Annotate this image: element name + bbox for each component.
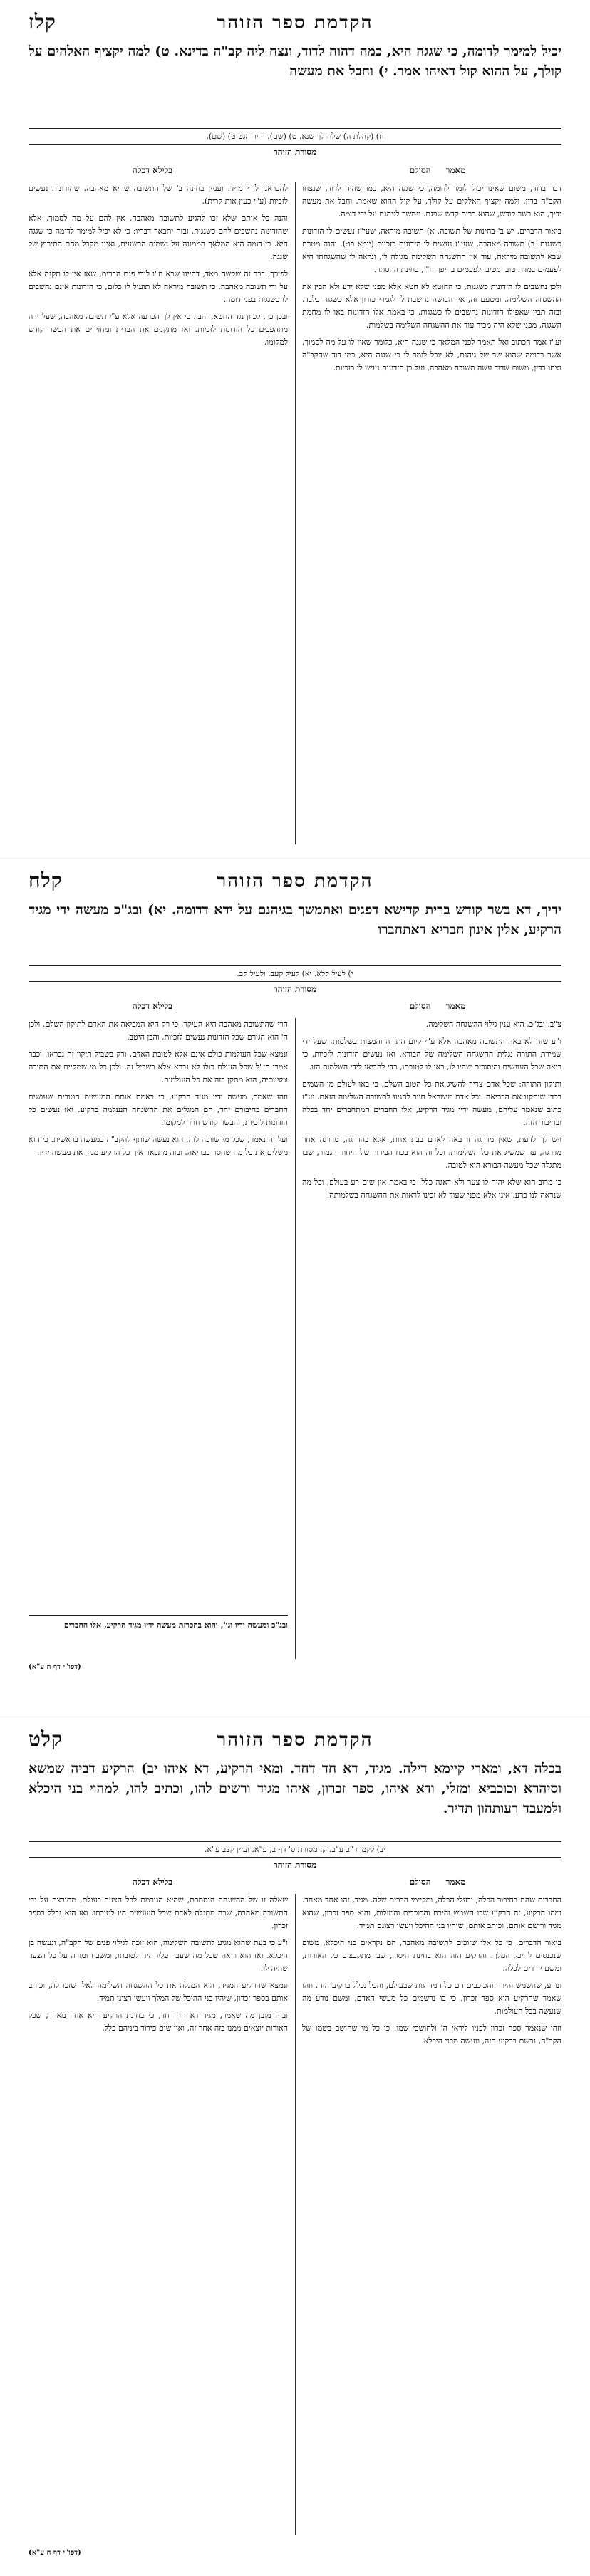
paragraph: ביאור הדברים. יש ב' בחינות של תשובה. א) תשובה מיראה, שעי"ז נעשים לו הזדונות כשגגות. ב) תשובה מאהבה, שעי"ז נעשים לו הזדונות כזכיות (יומא פו:). והנה מטרם שבא לתשובה מיראה, עוד אין ההשגחה השלימה מגולה לו, ונראה לו שהשגחתו היא לפעמים במדת טוב ומטיב ולפעמים בהיפך ח"ו, בחינת ההסתר. <box>302 226 561 274</box>
sulam-column-right <box>302 182 561 844</box>
paragraph: ועל זה נאמר, שכל מי שזוכה לזה, הוא נעשה שותף להקב"ה במעשה בראשית. כי הוא משלים את כל מה שחסר בבריאה. ובזה מתבאר איך כל הרקיע מגיד את מעשה ידיו. <box>29 1135 288 1157</box>
paragraph: להבראנו לידי מזיד. ועניין בחינה ב' של התשובה שהיא מאהבה. שהזדונות נעשים לזכיות (ע"י כעין אות קרית). <box>29 184 288 206</box>
masores-label: מסורת הזוהר <box>273 147 317 157</box>
paragraph: ו"ע שזה לא באה התשובה מאהבה אלא ע"י קיום התורה והמצות בשלמות, שעל ידי שמירת התורה נגלית ההשגחה השלימה של הבורא. ואז נעשים הזדונות לזכיות, כי רואה שכל העונשים והיסורים שהיו לו, באו לו לטובתו, כדי להביאו לידי השלמות הזו. <box>302 1037 561 1072</box>
page-2 <box>0 859 590 1717</box>
paragraph: ונודע, שהשמש והירח והכוכבים הם כל המדרגות שבעולם, והכל נכלל ברקיע הזה. וזהו שאמר שהרקיע הוא ספר זכרון, כי בו נרשמים כל מעשי האדם, ומשם נודע מה שנעשה בכל העולמות. <box>302 1981 561 2016</box>
column-left-heading <box>29 1001 276 1012</box>
paragraph: ובזה מובן מה שאמר, מגיד דא חד דחד, כי בחינת הרקיע היא אחד מאחד, שכל האורות יוצאים ממנו בזה אחר זה, ואין שום פירוד ביניהם כלל. <box>29 2011 288 2033</box>
page-title: הקדמת ספר הזוהר <box>217 871 373 892</box>
page-3 <box>0 1717 590 2576</box>
source-note: יב) לקמן ר"ב ע"ב. ק. מסורת ס' דף ב, ע"א. ועיין קצב ע"א. <box>204 1845 386 1854</box>
sulam-column-left <box>29 1018 288 1609</box>
page-number: קלז <box>29 10 56 33</box>
paragraph: ובכן כך, לכוון נגד החטא, והבן. כי אין לך הכרעה אלא ע"י תשובה מאהבה, שעל ידה מתהפכים כל הזדונות לזכיות. ואז מתקנים את הברית ומחזירים את הבשר קודש למקומו. <box>29 312 288 347</box>
paragraph: החברים שהם בחיבור הכלה, ובעלי הכלה, ומקיימי הברית שלה. מגיד, זהו אחד מאחד. ומהו הרקיע, זה הרקיע שבו השמש והירח והכוכבים והמזלות, והוא ספר זכרון, שהוא מגיד ורושם אותם, וכותב אותם, שיהיו בני ההיכל ויעשו רצונם תמיד. <box>302 1895 561 1930</box>
column-divider <box>295 1018 296 1659</box>
paragraph: ביאור הדברים. כי כל אלו שזוכים לתשובה מאהבה, הם נקראים בני היכלא, משום שנכנסים להיכל המלך. והרקיע הזה הוא בחינת היסוד, שבו מתקבצים כל האורות, ומשם יורדים לכלה. <box>302 1938 561 1973</box>
page-number: קלח <box>29 869 63 892</box>
divider-line <box>29 1857 561 1858</box>
sulam-column-right <box>302 1018 561 1659</box>
paragraph: כי מרוב הוא שלא יהיה לו צער ולא דאגה כלל. כי באמת אין שום רע בעולם, וכל מה שנראה לנו כרע, אינו אלא מפני שעוד לא זכינו לראות את ההשגחה בשלמותה. <box>302 1178 561 1200</box>
column-left-heading <box>29 1877 276 1888</box>
paragraph: וזהו שאמר, מעשה ידיו מגיד הרקיע, כי באמת אותם המעשים הטובים שעושים החברים בחיבורם יחד, הם המגלים את ההשגחה הנעלמה ברקיע. ואז נעשים כל הזדונות לזכיות, והבשר קודש חוזר למקומו. <box>29 1092 288 1127</box>
column-right-heading <box>314 1877 561 1888</box>
paragraph: הרי שהתשובה מאהבה היא העיקר, כי רק היא המביאה את האדם לתיקון השלם. ולכן ה' הוא הגורם שכל הזדונות נעשים לזכיות, והבן היטב. <box>29 1020 288 1042</box>
divider-line <box>29 144 561 145</box>
divider-line <box>29 981 561 982</box>
biur-label: בלילא דכלה <box>132 165 173 175</box>
paragraph: ולכן נחשבים לו הזדונות כשגגות, כי החוטא לא חטא אלא מפני שלא ידע ולא הבין את ההשגחה השלימה. ומטעם זה, אין הבושה נחשבת לו לגמרי כזדון אלא כשגגה בלבד. ובזה תבין שאפילו הזדונות נחשבים לו כשגגות, כי באמת אלו הזדונות באו לו מחמת השגגה, מפני שלא היה מכיר עוד את ההשגחה השלימה בשלמות. <box>302 282 561 330</box>
paragraph: שאלה זו של ההשגחה הנסתרת, שהיא הגורמת לכל הצער בעולם, מתורצת על ידי התשובה מאהבה, שבה מתגלה לאדם שכל העונשים היו לטובתו. ואז הוא נכלל בספר זכרון. <box>29 1895 288 1930</box>
page-number: קלט <box>29 1727 63 1751</box>
divider-line <box>29 1615 288 1616</box>
sulam-label: הסולם <box>409 1001 431 1011</box>
column-right-heading <box>314 1001 561 1012</box>
source-note: ח) (קהלת ה) שלח לך שנא. ט) (שם). יהיר הגט ט) (שם). <box>206 132 384 141</box>
divider-line <box>29 1841 561 1842</box>
paragraph: והנה כל אותם שלא זכו להגיע לתשובה מאהבה, אין להם על מה לסמוך, אלא שהזדונות נחשבים להם כשגגות. ובזה יתבאר דבריו: כי לא יכיל למימר לדומה כי שגגה היא. כי דומה הוא המלאך הממונה על נשמות הרשעים, ואינו מקבל מהם התירוץ של שגגה. <box>29 214 288 261</box>
masores-label: מסורת הזוהר <box>273 1860 317 1870</box>
page-title: הקדמת ספר הזוהר <box>217 12 373 33</box>
sulam-column-left <box>29 182 288 844</box>
maamar-label: מאמר <box>445 165 466 175</box>
biur-label: בלילא דכלה <box>132 1877 173 1887</box>
page-header <box>29 10 561 36</box>
column-divider <box>295 182 296 844</box>
page-header <box>29 869 561 894</box>
paragraph: ונמצא שכל העולמות כולם אינם אלא לטובת האדם, ורק בשביל תיקון זה נבראו. וכבר אמרו חז"ל שכל העולם כולו לא נברא אלא בשביל זה. ולכן כל מי שמקיים את התורה ומצוותיה, הוא מתקן בזה את כל העולמות. <box>29 1049 288 1084</box>
zohar-main-text: ידיך, דא בשר קודש ברית קדישא דפגים ואתמשך בגיהנם על ידא דדומה. יא) ובג"כ מעשה ידי מגיד הרקיע, אלין אינון חבריא דאתחברו <box>29 902 561 938</box>
zohar-main-text: בכלה דא, ומארי קיימא דילה. מגיד, דא חד דחד. ומאי הרקיע, דא איהו יב) הרקיע דביה שמשא וסיהרא וכוכביא ומזלי, ודא איהו, ספר זכרון, איהו מגיד ורשים להו, וכתיב להו, למהוי בני היכלא ולמעבד רעותהון תדיר. <box>29 1761 561 1816</box>
masores-label: מסורת הזוהר <box>273 984 317 994</box>
sulam-label: הסולם <box>409 165 431 175</box>
column-left-heading <box>29 165 276 176</box>
zohar-main-text: יכיל למימר לדומה, כי שגגה היא, כמה דהוה לדוד, ונצח ליה קב"ה בדינא. ט) למה יקציף האלהים על קולך, על ההוא קול דאיהו אמר. י) וחבל את מעשה <box>29 43 561 79</box>
maamar-label: מאמר <box>445 1877 466 1887</box>
paragraph: דבר בדוד, משום שאינו יכול לומר לדומה, כי שגגה היא, כמו שהיה לדוד, שנצחו הקב"ה בדין. ולמה יקציף האלקים על קולך, על קול ההוא שאמר. וחבל את מעשה ידיך, הוא בשר קודש, שהוא ברית קדש שפגם. ונמשך לגיהנם על ידי דומה. <box>302 184 561 219</box>
column-divider <box>295 1894 296 2535</box>
maamar-label: מאמר <box>445 1001 466 1011</box>
paragraph: ו"ע כי בעת שהוא מגיע לתשובה השלימה, הוא זוכה לגילוי פנים של הקב"ה, ונעשה בן היכלא. ואז הוא רואה שכל מה שעבר עליו היה לטובתו, ומשבח ומודה על כל הצער שהיה לו. <box>29 1938 288 1973</box>
paragraph: וזהו שנאמר ספר זכרון לפניו ליראי ה' ולחושבי שמו. כי כל מי שחושב בשמו של הקב"ה, נרשם ברקיע הזה, ונעשה מבני היכלא. <box>302 2023 561 2046</box>
sulam-column-right <box>302 1894 561 2535</box>
biur-label: בלילא דכלה <box>132 1001 173 1011</box>
source-note: י) לעיל קלא. יא) לעיל קעב. ולעיל קב. <box>237 969 353 978</box>
page-1 <box>0 0 590 859</box>
page-title: הקדמת ספר הזוהר <box>217 1729 373 1751</box>
footer-reference: (דפו"י דף ח ע"א) <box>29 2549 81 2557</box>
closing-text: ובג"כ ומעשה ידיו וגו', והוא בהכרזת מעשה ידיו מגיד הרקיע, אלו החברים <box>63 1621 288 1630</box>
column-right-heading <box>314 165 561 176</box>
sulam-label: הסולם <box>409 1877 431 1887</box>
page-header <box>29 1727 561 1753</box>
paragraph: לפיכך, דבר זה שקשה מאד, דהיינו שבא ח"ו לידי פגם הברית, שאז אין לו תקנה אלא על ידי תשובה מאהבה. כי תשובה מיראה לא תועיל לו כלום, כי הזדונות אינם נחשבים לו כשגגות בפני דומה. <box>29 269 288 304</box>
paragraph: וע"ז אמר הכתוב ואל תאמר לפני המלאך כי שגגה היא, כלומר שאין לו על מה לסמוך, אשר בדומה שהוא שר של גיהנם, לא יוכל לומר לו כי שגגה היא, כמו דוד שהקב"ה נצחו בדין, משום שדוד עשה תשובה מאהבה, ועל כן הזדונות נעשו לו כזכיות. <box>302 337 561 372</box>
paragraph: ותיקון התורה: שכל אדם צריך להשיג את כל הטוב השלם, כי באו לעולם מן השמים בכדי שיתקנו את הבריאה. וכל אדם מישראל חייב להגיע לתשובה השלימה הזאת. וע"ז כתוב שנאמר עליהם, מעשה ידיו מגיד הרקיע, אלו החברים המתחברים יחד בכלה ובחיבור הזה. <box>302 1079 561 1127</box>
paragraph: ונמצא שהרקיע המגיד, הוא המגלה את כל ההשגחה השלימה לאלו שזכו לה, וכותב אותם בספר זכרון, שיהיו בני ההיכל של המלך ויעשו רצונו תמיד. <box>29 1981 288 2003</box>
divider-line <box>29 965 561 966</box>
paragraph: ויש לך לדעת, שאין מדרגה זו באה לאדם בבת אחת, אלא בהדרגה, מדרגה אחר מדרגה, עד שמשיג את כל השלימות. וכל זה הוא בכח הבירור של היחוד הגמור, שבו מתגלה שכל מעשה הבורא הוא לטובה. <box>302 1135 561 1170</box>
sulam-column-left <box>29 1894 288 2535</box>
divider-line <box>29 128 561 129</box>
footer-reference: (דפו"י דף ח ע"א) <box>29 1663 81 1671</box>
paragraph: צ"ב. ובג"כ, הוא ענין גילוי ההשגחה השלימה. <box>425 1020 561 1029</box>
